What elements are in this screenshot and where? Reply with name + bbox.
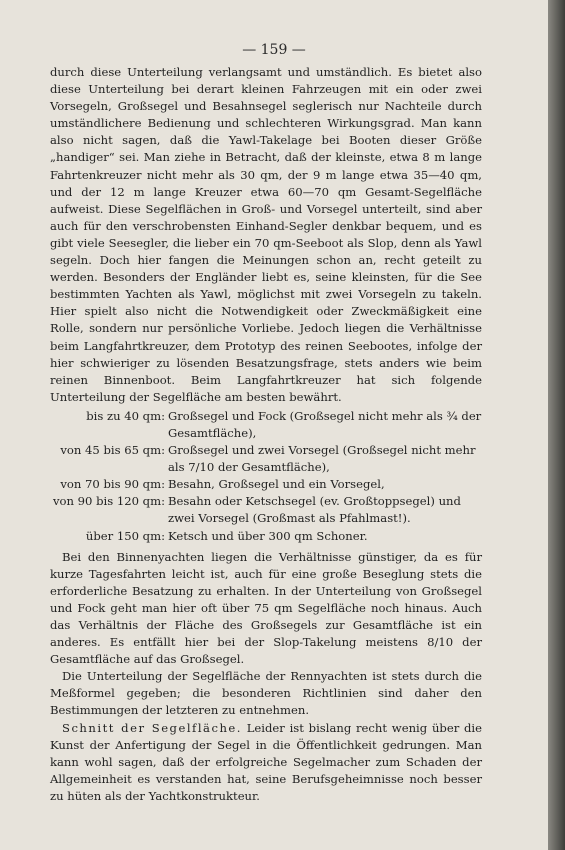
schedule-range: von 90 bis 120 qm: [52, 494, 165, 509]
schedule-desc: Besahn, Großsegel und ein Vorsegel, [168, 477, 385, 492]
page-edge-shadow [548, 0, 565, 850]
schedule-row [50, 408, 482, 442]
paragraph-2: Bei den Binnenyachten liegen die Verhältnisse günstiger, da es für kurze Tagesfahrten leicht ist, auch für eine große Beseglung stets die erforderliche Besatzung zu erhalten. In der Unterteilung von Großsegel und Fock geht man hier oft über 75 qm Segelfläche noch hinaus. Auch das Verhältnis der Fläche des Großsegels zur Gesamtfläche ist ein anderes. Es entfällt hier bei der Slop-Takelung meistens 8/10 der Gesamtfläche auf das Großsegel. [50, 549, 482, 667]
schedule-row [50, 442, 482, 476]
schedule-desc: Großsegel und zwei Vorsegel (Großsegel nicht mehr als 7/10 der Gesamtfläche), [168, 443, 476, 475]
schedule-range: über 150 qm: [85, 528, 165, 543]
schedule-range: von 45 bis 65 qm: [60, 443, 165, 458]
schedule-row [50, 476, 482, 493]
schedule-range: bis zu 40 qm: [86, 408, 165, 423]
schedule-desc: Großsegel und Fock (Großsegel nicht mehr als ¾ der Gesamtfläche), [168, 408, 482, 440]
paragraph-1: durch diese Unterteilung verlangsamt und umständlich. Es bietet also diese Unterteilung bei derart kleinen Fahrzeugen mit ein oder zwei Vorsegeln, Großsegel und Besahnsegel seglerisch nur Nachteile durch umständlichere Bedienung und schlechteren Wirkungsgrad. Man kann also nicht sagen, daß die Yawl-Takelage bei Booten dieser Größe „handiger“ sei. Man ziehe in Betracht, daß der kleinste, etwa 8 m lange Fahrtenkreuzer nicht mehr als 30 qm, der 9 m lange etwa 35—40 qm, und der 12 m lange Kreuzer etwa 60—70 qm Gesamt-Segelfläche aufweist. Diese Segelflächen in Groß- und Vorsegel unterteilt, sind aber auch für den verschrobensten Einhand-Segler denkbar bequem, und es gibt viele Seesegler, die lieber ein 70 qm-Seeboot als Slop, denn als Yawl segeln. Doch hier fangen die Meinungen schon an, recht geteilt zu werden. Besonders der Engländer liebt es, seine kleinsten, für die See bestimmten Yachten als Yawl, möglichst mit zwei Vorsegeln zu takeln. Hier spielt also nicht die Notwendigkeit oder Zweckmäßigkeit eine Rolle, sondern nur persönliche Vorliebe. Jedoch liegen die Verhältnisse beim Langfahrtkreuzer, dem Prototyp des reinen Seebootes, infolge der hier schwieriger zu lösenden Besatzungsfrage, stets anders wie beim reinen Binnenboot. Beim Langfahrtkreuzer hat sich folgende Unterteilung der Segelfläche am besten bewährt. [50, 65, 482, 404]
paragraph-4-text: Leider ist bislang recht wenig über die Kunst der Anfertigung der Segel in die Öffentlichkeit gedrungen. Man kann wohl sagen, daß der erfolgreiche Segelmacher zum Schaden der Allgemeinheit es verstanden hat, seine Berufsgeheimnisse noch besser zu hüten als der Yachtkonstrukteur. [50, 720, 482, 803]
paragraph-3: Die Unterteilung der Segelfläche der Rennyachten ist stets durch die Meßformel gegeben; die besonderen Richtlinien sind daher den Bestimmungen der letzteren zu entnehmen. [50, 669, 482, 718]
sail-area-schedule [50, 408, 482, 545]
section-heading: Schnitt der Segelfläche. [62, 720, 242, 735]
body-text [50, 64, 482, 805]
schedule-range: von 70 bis 90 qm: [60, 477, 165, 492]
paragraph-4 [50, 720, 482, 805]
page-number-header: — 159 — [242, 42, 306, 58]
schedule-row [50, 528, 482, 545]
schedule-row [50, 493, 482, 527]
schedule-desc: Besahn oder Ketschsegel (ev. Großtoppsegel) und zwei Vorsegel (Großmast als Pfahlmast!). [168, 494, 461, 526]
schedule-desc: Ketsch und über 300 qm Schoner. [168, 528, 368, 543]
